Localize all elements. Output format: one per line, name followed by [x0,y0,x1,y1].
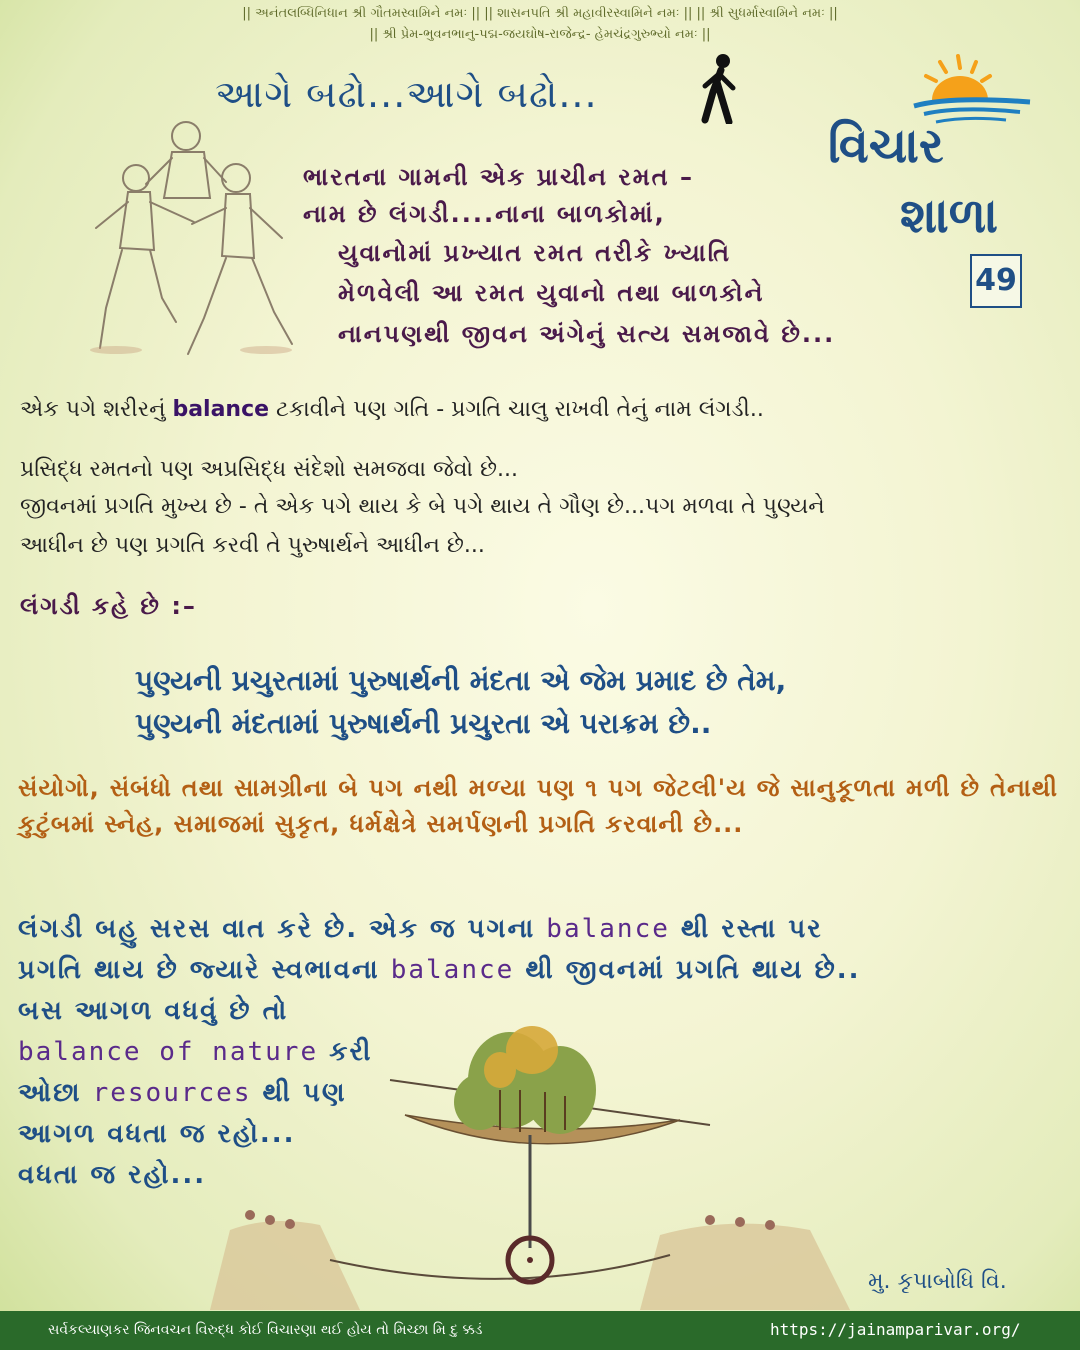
closing-line-2 [18,955,861,986]
brand-line-1: વિચાર [828,118,944,174]
mantra-line-1: || અનંતલબ્ધિનિધાન શ્રી ગૌતમસ્વામિને નમઃ || || શાસનપતિ શ્રી મહાવીરસ્વામિને નમઃ || || શ્રી સુધર્માસ્વામિને નમઃ || [242,6,838,21]
intro-line-1: ભારતના ગામની એક પ્રાચીન રમત – [303,163,694,191]
definition-text-after: ટકાવીને પણ ગતિ - પ્રગતિ ચાલુ રાખવી તેનું નામ લંગડી.. [269,397,764,422]
brand-line-2: શાળા [900,188,998,244]
closing-line-6: આગળ વધતા જ રહો... [18,1119,296,1149]
closing-line-3: બસ આગળ વધવું છે તો [18,996,289,1026]
closing-line-4-end: કરી [318,1037,373,1067]
issue-number-badge: 49 [970,254,1022,308]
closing-line-2-text: પ્રગતિ થાય છે જ્યારે સ્વભાવના [18,955,391,985]
quote-line-1: પુણ્યની પ્રચુરતામાં પુરુષાર્થની મંદતા એ જેમ પ્રમાદ છે તેમ, [135,664,787,697]
closing-line-5-end: થી પણ [251,1078,347,1108]
intro-line-5: નાનપણથી જીવન અંગેનું સત્ય સમજાવે છે... [338,320,836,348]
author-signature: મુ. કૃપાબોધિ વિ. [868,1269,1007,1294]
mantra-line-2: || શ્રી પ્રેમ-ભુવનભાનુ-પદ્મ-જયઘોષ-રાજેન્દ્ર- હેમચંદ્રગુરુભ્યો નમઃ || [369,27,711,42]
circumstances-paragraph: સંયોગો, સંબંધો તથા સામગ્રીના બે પગ નથી મળ્યા પણ ૧ પગ જેટલી'ય જે સાનુકૂળતા મળી છે તેનાથી કુટુંબમાં સ્નેહ, સમાજમાં સુકૃત, ધર્મક્ષેત્રે સમર્પણની પ્રગતિ કરવાની છે... [18,774,1058,838]
closing-line-2-end: થી જીવનમાં પ્રગતિ થાય છે.. [514,955,861,985]
quote-line-2: પુણ્યની મંદતામાં પુરુષાર્થની પ્રચુરતા એ પરાક્રમ છે.. [135,707,712,740]
intro-line-2: નામ છે લંગડી....નાના બાળકોમાં, [303,200,666,228]
footer-text: સર્વકલ્યાણકર જિનવચન વિરુદ્ધ કોઈ વિચારણા થઈ હોય તો મિચ્છા મિ દુ ક્કડં [48,1322,483,1338]
intro-line-3: યુવાનોમાં પ્રખ્યાત રમત તરીકે ખ્યાતિ [338,239,732,267]
definition-text-before: એક પગે શરીરનું [20,397,173,422]
section-heading: લંગડી કહે છે :– [20,592,197,620]
walking-person-icon [697,52,743,124]
closing-line-7: વધતા જ રહો... [18,1160,207,1190]
closing-line-1-end: થી રસ્તા પર [669,914,823,944]
definition-paragraph [20,397,764,422]
page-title: આગે બઢો...આગે બઢો... [215,72,598,116]
message-line-3: આધીન છે પણ પ્રગતિ કરવી તે પુરુષાર્થને આધીન છે... [20,533,485,558]
message-line-1: પ્રસિદ્ધ રમતનો પણ અપ્રસિદ્ધ સંદેશો સમજવા જેવો છે... [20,457,518,482]
unicycle-balance-illustration [210,1010,850,1310]
definition-keyword: balance [172,397,270,422]
sunrise-logo [910,48,1040,128]
closing-line-1-text: લંગડી બહુ સરસ વાત કરે છે. એક જ પગના [18,914,547,944]
closing-line-5-text: ઓછા [18,1078,93,1108]
message-line-2: જીવનમાં પ્રગતિ મુખ્ય છે - તે એક પગે થાય કે બે પગે થાય તે ગૌણ છે...પગ મળવા તે પુણ્યને [20,494,825,519]
closing-line-2-keyword: balance [390,955,515,985]
closing-line-5-keyword: resources [92,1078,252,1108]
intro-line-4: મેળવેલી આ રમત યુવાનો તથા બાળકોને [338,279,765,307]
closing-line-1 [18,914,823,945]
children-playing-sketch [76,118,308,358]
closing-line-4-keyword: balance of nature [18,1037,319,1067]
footer-link[interactable]: https://jainamparivar.org/ [770,1320,1021,1339]
closing-line-1-keyword: balance [546,914,670,944]
